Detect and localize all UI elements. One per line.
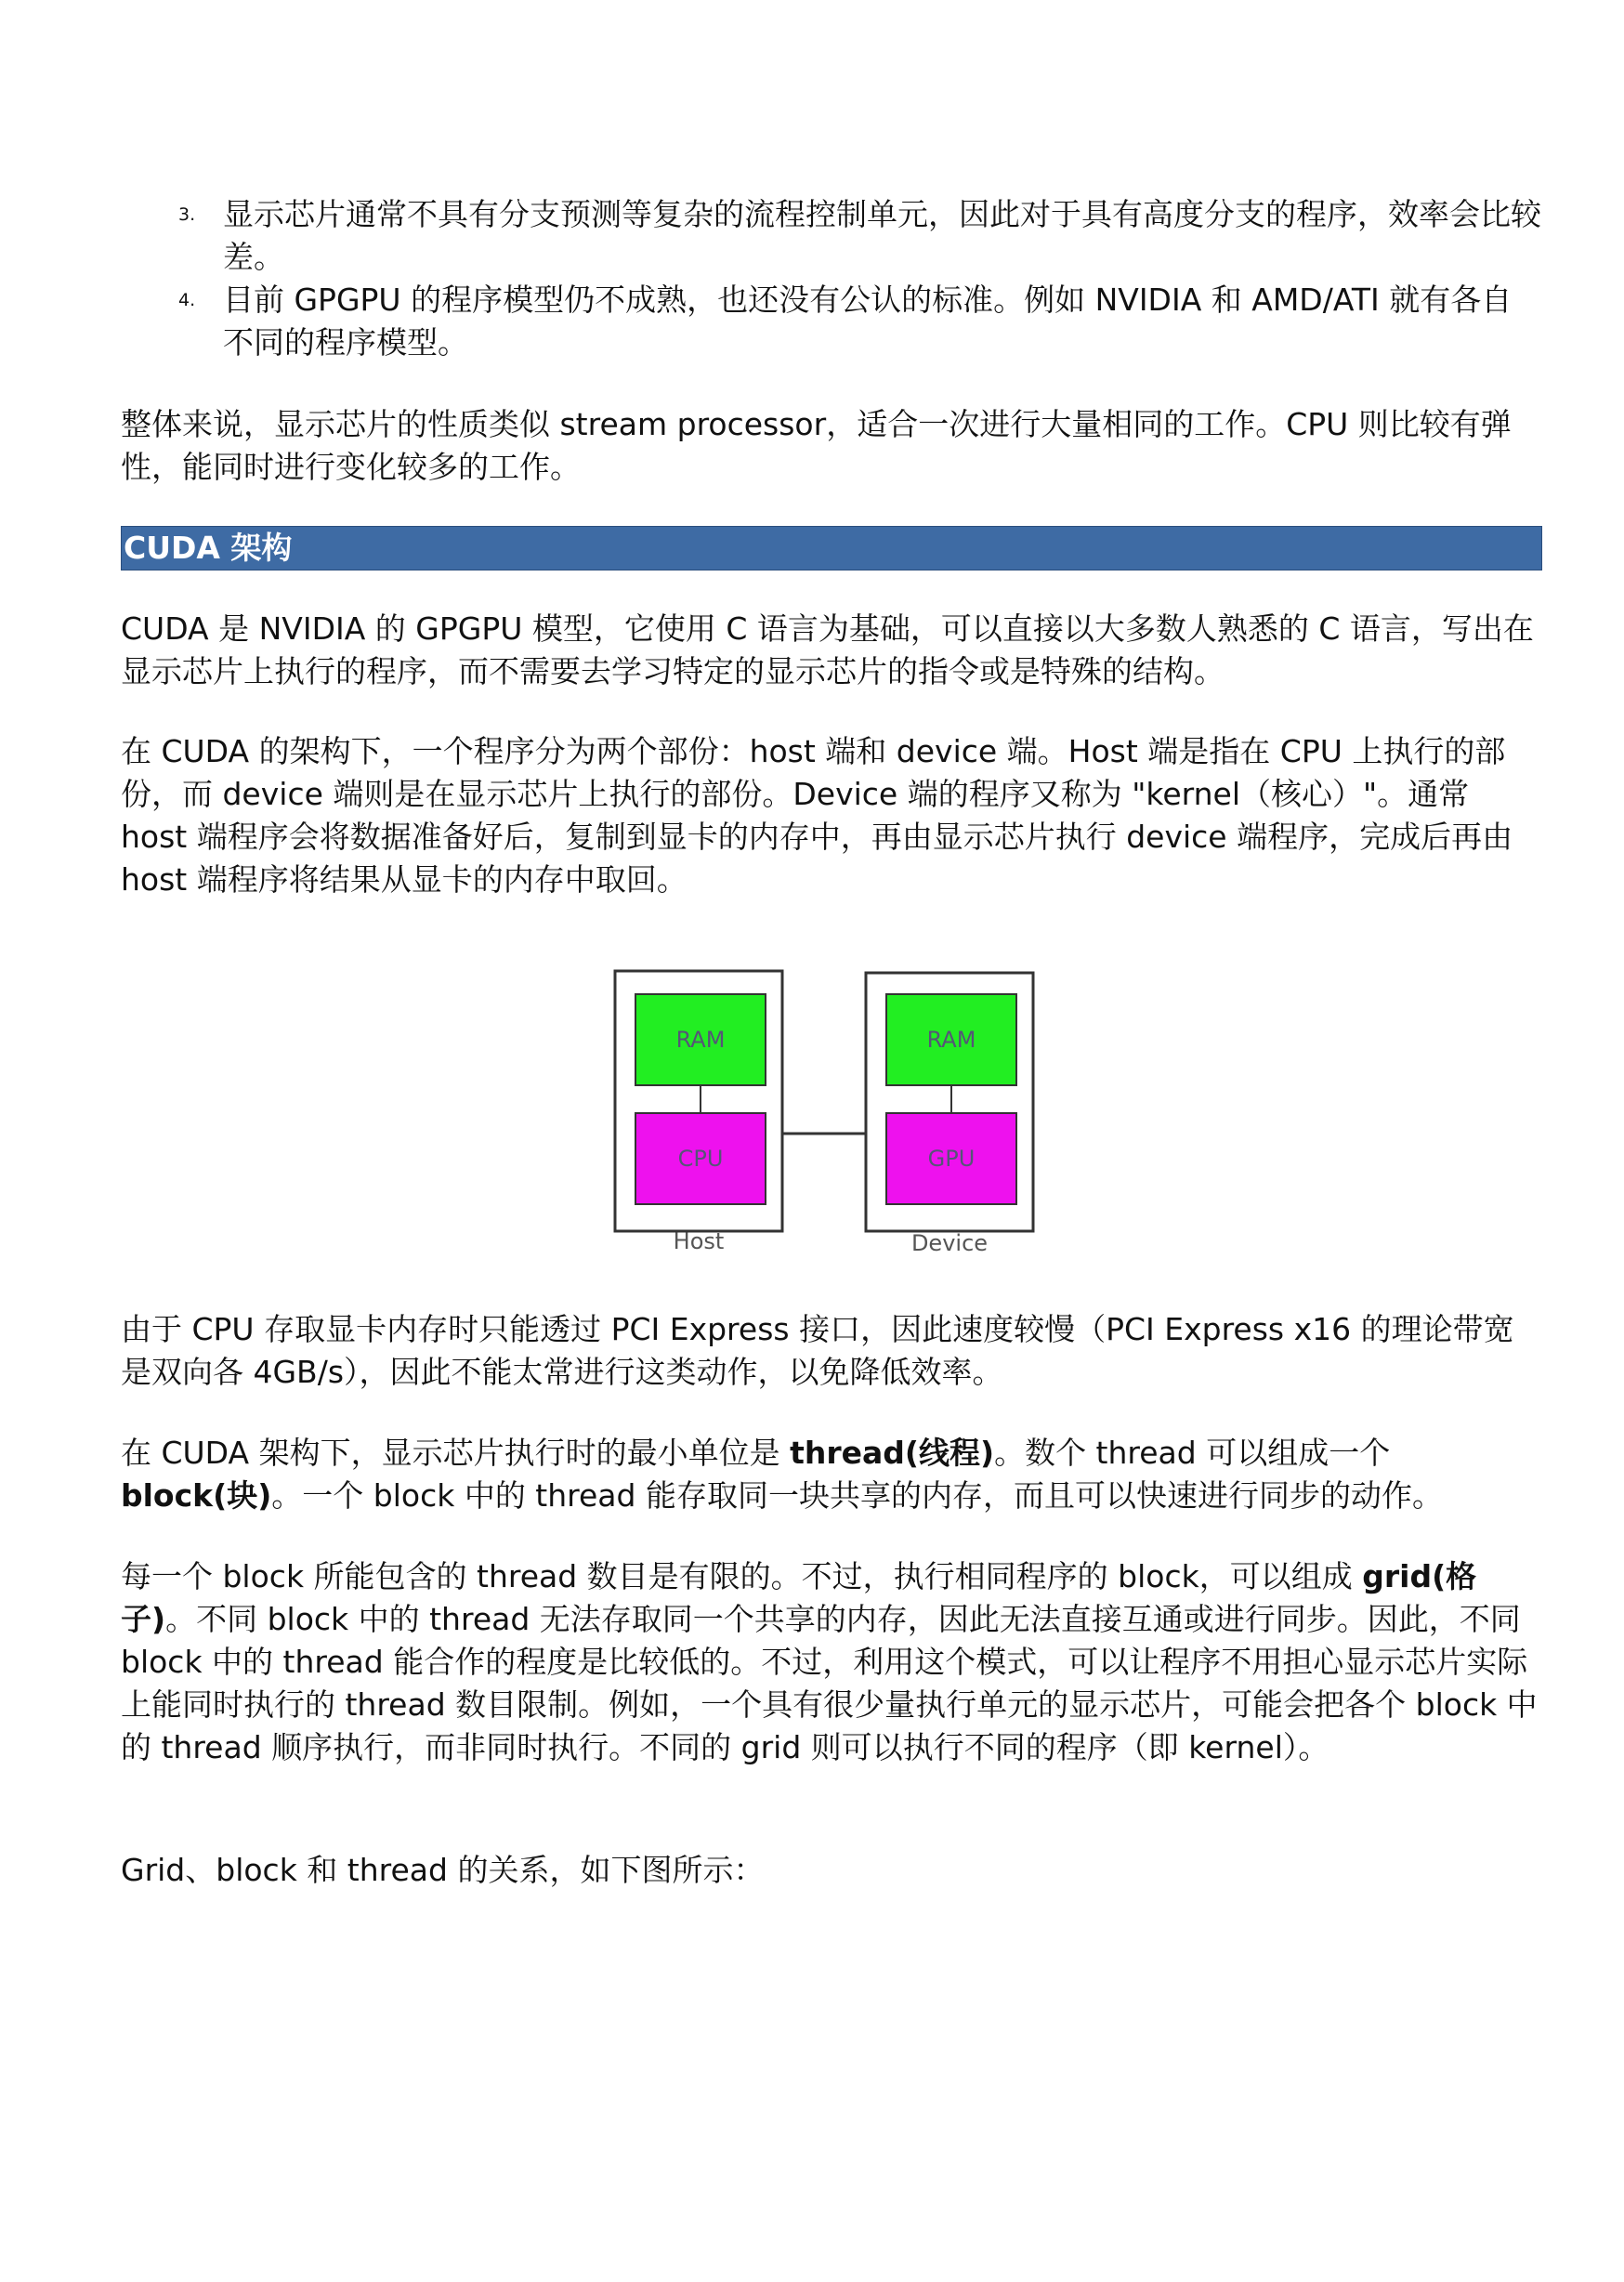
list-item-4 bbox=[178, 279, 1542, 364]
text-run: 每一个 block 所能包含的 thread 数目是有限的。不过，执行相同程序的 block，可以组成 bbox=[121, 1558, 1363, 1594]
section-heading-cuda-architecture: CUDA 架构 bbox=[121, 526, 1542, 570]
list-item-text: 显示芯片通常不具有分支预测等复杂的流程控制单元，因此对于具有高度分支的程序，效率会比较差。 bbox=[223, 196, 1541, 275]
paragraph-cuda-intro: CUDA 是 NVIDIA 的 GPGPU 模型，它使用 C 语言为基础，可以直接以大多数人熟悉的 C 语言，写出在显示芯片上执行的程序，而不需要去学习特定的显示芯片的指令或是特殊的结构。 bbox=[121, 610, 1534, 689]
text-run: 在 CUDA 架构下，显示芯片执行时的最小单位是 bbox=[121, 1435, 791, 1471]
device-gpu-label: GPU bbox=[927, 1146, 976, 1172]
list-number: 4. bbox=[178, 290, 196, 310]
list-item-text: 目前 GPGPU 的程序模型仍不成熟，也还没有公认的标准。例如 NVIDIA 和 AMD/ATI 就有各自不同的程序模型。 bbox=[223, 282, 1513, 361]
host-device-diagram bbox=[610, 966, 1038, 1264]
list-number: 3. bbox=[178, 204, 196, 225]
term-grid: grid(格子) bbox=[121, 1558, 1477, 1637]
device-caption: Device bbox=[910, 1230, 989, 1256]
paragraph-grid bbox=[121, 1555, 1542, 1769]
term-thread: thread(线程) bbox=[790, 1435, 995, 1471]
paragraph-host-device: 在 CUDA 的架构下，一个程序分为两个部份：host 端和 device 端。Host 端是指在 CPU 上执行的部份，而 device 端则是在显示芯片上执行的部份。Device 端的程序又称为 "kernel（核心）"。通常 host 端程序会将数据准备好后，复制到显卡的内存中，再由显示芯片执行 device 端程序，完成后再由 host 端程序将结果从显卡的内存中取回。 bbox=[121, 733, 1513, 898]
list-item-3 bbox=[178, 193, 1542, 279]
term-block: block(块) bbox=[121, 1477, 272, 1514]
device-ram-label: RAM bbox=[926, 1027, 976, 1053]
paragraph-summary: 整体来说，显示芯片的性质类似 stream processor，适合一次进行大量相同的工作。CPU 则比较有弹性，能同时进行变化较多的工作。 bbox=[121, 406, 1512, 485]
text-run: 。一个 block 中的 thread 能存取同一块共享的内存，而且可以快速进行同步的动作。 bbox=[271, 1477, 1443, 1514]
text-run: 。数个 thread 可以组成一个 bbox=[994, 1435, 1391, 1471]
paragraph-thread-block bbox=[121, 1432, 1542, 1517]
host-cpu-label: CPU bbox=[677, 1146, 724, 1172]
paragraph-pcie: 由于 CPU 存取显卡内存时只能透过 PCI Express 接口，因此速度较慢（PCI Express x16 的理论带宽是双向各 4GB/s），因此不能太常进行这类动作，以免降低效率。 bbox=[121, 1311, 1514, 1390]
host-caption: Host bbox=[673, 1228, 725, 1254]
diagram-graphic bbox=[610, 966, 1038, 1264]
text-run: 。不同 block 中的 thread 无法存取同一个共享的内存，因此无法直接互通或进行同步。因此，不同 block 中的 thread 能合作的程度是比较低的。不过，利用这个模式，可以让程序不用担心显示芯片实际上能同时执行的 thread 数目限制。例如，一个具有很少量执行单元的显示芯片，可能会把各个 block 中的 thread 顺序执行，而非同时执行。不同的 grid 则可以执行不同的程序（即 kernel）。 bbox=[121, 1601, 1538, 1765]
host-ram-label: RAM bbox=[675, 1027, 726, 1053]
paragraph-relation: Grid、block 和 thread 的关系，如下图所示： bbox=[121, 1852, 765, 1888]
